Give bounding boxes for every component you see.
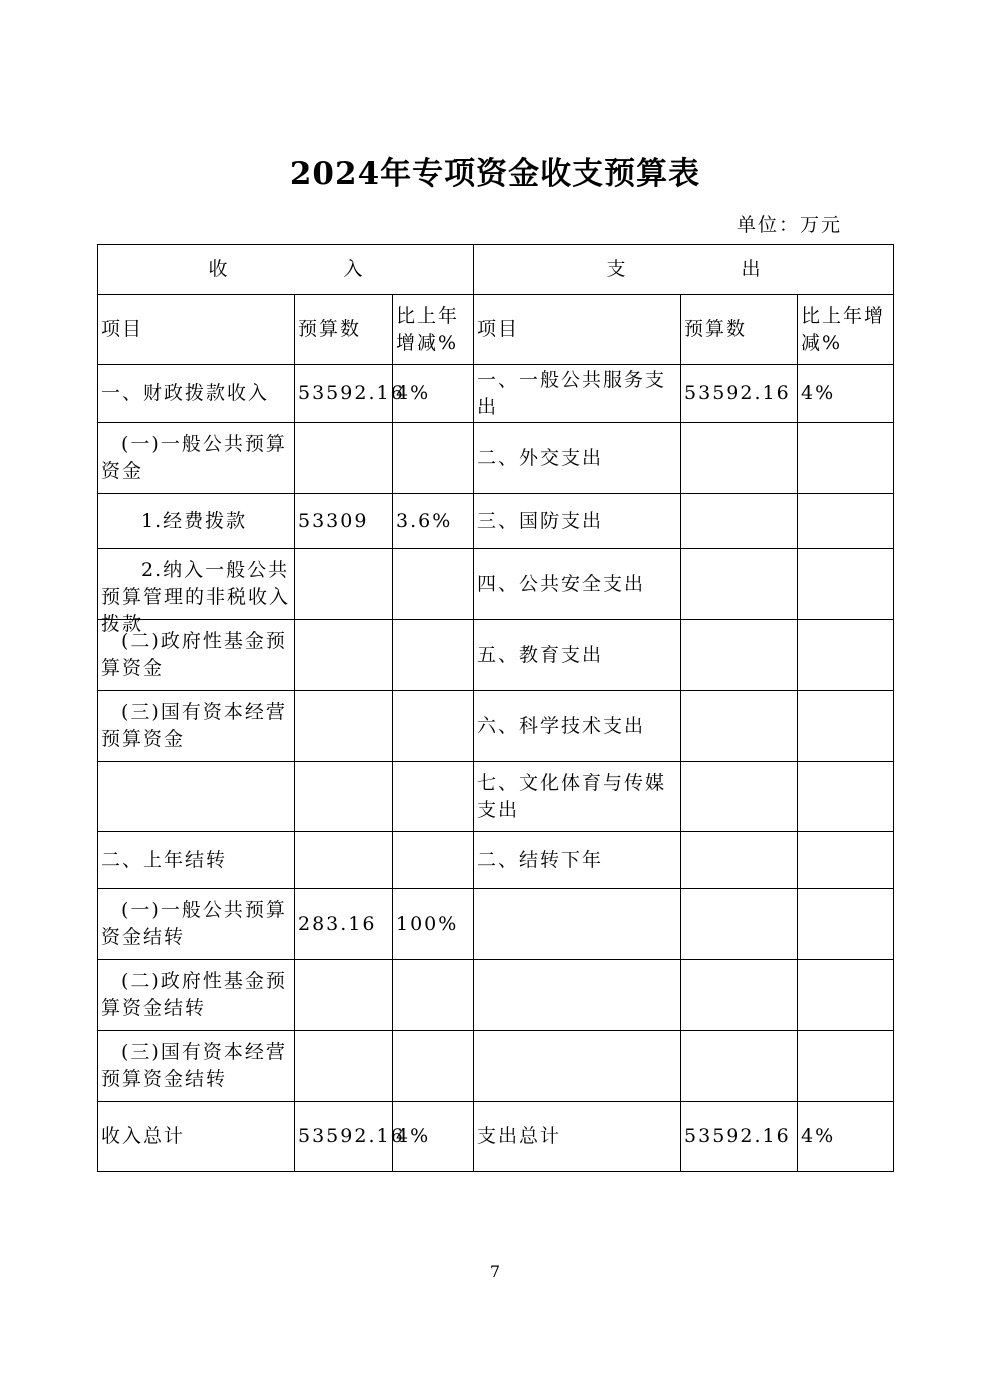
expense-change [798, 960, 894, 1031]
table-row [98, 365, 894, 423]
income-budget [295, 762, 393, 832]
expense-budget [681, 494, 798, 549]
income-budget [295, 549, 393, 620]
income-item: (二)政府性基金预算资金 [98, 620, 295, 691]
expense-item: 二、外交支出 [474, 423, 681, 494]
expense-budget: 53592.16 [681, 365, 798, 423]
income-budget [295, 832, 393, 889]
income-item: (二)政府性基金预算资金结转 [98, 960, 295, 1031]
table-row [98, 889, 894, 960]
table-row [98, 549, 894, 620]
income-item: (三)国有资本经营预算资金 [98, 691, 295, 762]
expense-budget [681, 960, 798, 1031]
income-item: 2.纳入一般公共预算管理的非税收入拨款 [101, 559, 291, 635]
income-budget: 283.16 [295, 889, 393, 960]
income-change [393, 762, 474, 832]
table-row [98, 960, 894, 1031]
expense-total-label: 支出总计 [474, 1102, 681, 1172]
income-change [393, 423, 474, 494]
total-row [98, 1102, 894, 1172]
expense-item [474, 1031, 681, 1102]
section-header-row [98, 245, 894, 295]
income-change [393, 960, 474, 1031]
expense-total-budget: 53592.16 [681, 1102, 798, 1172]
unit-label: 单位：万元 [737, 214, 843, 236]
income-change: 3.6% [393, 494, 474, 549]
income-change [393, 549, 474, 620]
table-row [98, 494, 894, 549]
expense-item: 七、文化体育与传媒支出 [474, 762, 681, 832]
expense-change [798, 889, 894, 960]
income-budget [295, 1031, 393, 1102]
table-row [98, 691, 894, 762]
income-item-cell [98, 549, 295, 635]
income-item: 二、上年结转 [98, 832, 295, 889]
expense-change: 4% [798, 365, 894, 423]
expense-item: 四、公共安全支出 [474, 549, 681, 620]
table-row [98, 832, 894, 889]
expense-change [798, 549, 894, 620]
col-header-income-budget: 预算数 [295, 295, 393, 365]
page-title: 2024年专项资金收支预算表 [289, 156, 701, 192]
expense-item [474, 960, 681, 1031]
expense-item: 六、科学技术支出 [474, 691, 681, 762]
expense-budget [681, 1031, 798, 1102]
expense-change [798, 1031, 894, 1102]
expense-change [798, 762, 894, 832]
income-item: 一、财政拨款收入 [98, 365, 295, 423]
income-item: (三)国有资本经营预算资金结转 [98, 1031, 295, 1102]
income-change [393, 691, 474, 762]
table-row [98, 762, 894, 832]
income-budget [295, 423, 393, 494]
expense-section-header: 支 出 [474, 245, 894, 295]
expense-total-change: 4% [798, 1102, 894, 1172]
expense-item [474, 889, 681, 960]
expense-item: 一、一般公共服务支出 [474, 365, 681, 423]
income-change [393, 620, 474, 691]
income-change: 100% [393, 889, 474, 960]
expense-budget [681, 889, 798, 960]
income-change: 4% [393, 365, 474, 423]
col-header-income-change: 比上年增减% [393, 295, 474, 365]
income-item: (一)一般公共预算资金 [98, 423, 295, 494]
expense-item: 二、结转下年 [474, 832, 681, 889]
page-number: 7 [489, 1262, 501, 1281]
col-header-expense-change: 比上年增减% [798, 295, 894, 365]
income-budget [295, 691, 393, 762]
column-header-row [98, 295, 894, 365]
budget-table [97, 244, 894, 1172]
income-total-label: 收入总计 [98, 1102, 295, 1172]
income-budget [295, 620, 393, 691]
expense-change [798, 494, 894, 549]
income-total-change: 4% [393, 1102, 474, 1172]
expense-budget [681, 423, 798, 494]
expense-budget [681, 620, 798, 691]
expense-budget [681, 832, 798, 889]
expense-change [798, 691, 894, 762]
income-budget: 53592.16 [295, 365, 393, 423]
income-change [393, 1031, 474, 1102]
income-item: 1.经费拨款 [98, 494, 295, 549]
expense-budget [681, 549, 798, 620]
income-item [98, 762, 295, 832]
expense-budget [681, 691, 798, 762]
table-row [98, 423, 894, 494]
expense-item: 五、教育支出 [474, 620, 681, 691]
expense-change [798, 832, 894, 889]
income-item: (一)一般公共预算资金结转 [98, 889, 295, 960]
col-header-income-item: 项目 [98, 295, 295, 365]
income-budget [295, 960, 393, 1031]
expense-item: 三、国防支出 [474, 494, 681, 549]
col-header-expense-budget: 预算数 [681, 295, 798, 365]
income-total-budget: 53592.16 [295, 1102, 393, 1172]
col-header-expense-item: 项目 [474, 295, 681, 365]
expense-change [798, 620, 894, 691]
expense-budget [681, 762, 798, 832]
income-section-header: 收 入 [98, 245, 474, 295]
table-row [98, 1031, 894, 1102]
income-change [393, 832, 474, 889]
income-budget: 53309 [295, 494, 393, 549]
table-row [98, 620, 894, 691]
expense-change [798, 423, 894, 494]
